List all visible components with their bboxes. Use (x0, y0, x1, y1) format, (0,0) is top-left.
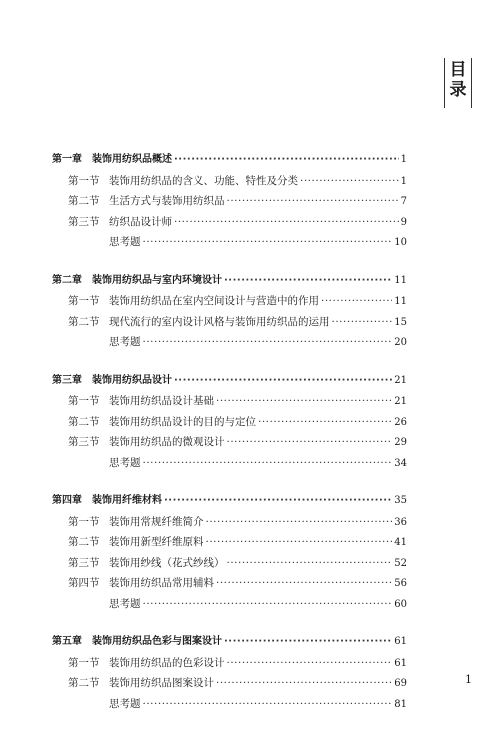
entry-label (68, 594, 141, 615)
section-entry[interactable] (52, 232, 407, 253)
leader-dots (216, 391, 392, 412)
section-number: 第一节 (68, 515, 100, 528)
entry-label (52, 491, 162, 512)
section-entry[interactable] (52, 171, 407, 192)
entry-label (68, 512, 204, 533)
page-ref: 35 (394, 495, 407, 506)
entry-label (68, 232, 141, 253)
page-ref: 7 (400, 196, 407, 207)
page-title: 目录 (449, 60, 467, 100)
chapter-block (52, 371, 407, 474)
section-entry[interactable] (52, 653, 407, 674)
page-ref: 20 (394, 337, 407, 348)
page-title-box (444, 58, 472, 108)
entry-label (68, 291, 319, 312)
chapter-title: 装饰用纺织品概述 (92, 154, 172, 165)
section-entry[interactable] (52, 432, 407, 453)
section-number: 第一节 (68, 656, 100, 669)
section-entry[interactable] (52, 312, 407, 333)
entry-label (52, 371, 172, 392)
page-ref: 1 (400, 154, 407, 165)
section-entry[interactable] (52, 532, 407, 553)
section-number: 第二节 (68, 415, 100, 428)
chapter-number: 第一章 (52, 154, 82, 165)
entry-label (68, 673, 214, 694)
section-entry[interactable] (52, 694, 407, 715)
section-number: 第二节 (68, 315, 100, 328)
leader-dots (227, 653, 393, 674)
section-title: 思考题 (109, 336, 141, 348)
chapter-number: 第四章 (52, 495, 82, 506)
page-ref: 11 (394, 296, 407, 307)
page-ref: 11 (394, 274, 407, 286)
chapter-entry[interactable] (52, 371, 407, 392)
section-title: 现代流行的室内设计风格与装饰用纺织品的运用 (109, 315, 330, 328)
page-ref: 52 (394, 557, 407, 569)
chapter-block (52, 150, 407, 253)
entry-label (68, 432, 225, 453)
entry-label (68, 694, 141, 715)
chapter-number: 第五章 (52, 636, 82, 647)
section-entry[interactable] (52, 212, 407, 233)
leader-dots (143, 453, 393, 474)
section-number: 第二节 (68, 677, 100, 689)
section-title: 装饰用常规纤维简介 (109, 515, 204, 528)
chapter-title: 装饰用纺织品色彩与图案设计 (92, 636, 222, 647)
leader-dots (300, 171, 399, 192)
section-entry[interactable] (52, 573, 407, 594)
section-title: 装饰用纺织品的含义、功能、特性及分类 (109, 174, 298, 187)
section-entry[interactable] (52, 191, 407, 212)
section-number: 第二节 (68, 536, 100, 548)
page-ref: 60 (394, 598, 407, 610)
page-ref: 15 (394, 316, 407, 328)
entry-label (68, 573, 214, 594)
leader-dots (321, 291, 392, 312)
section-number: 第二节 (68, 195, 100, 207)
page-ref: 61 (394, 657, 407, 669)
chapter-entry[interactable] (52, 632, 407, 653)
section-entry[interactable] (52, 391, 407, 412)
leader-dots (206, 512, 393, 533)
section-number: 第一节 (68, 174, 100, 187)
chapter-entry[interactable] (52, 491, 407, 512)
leader-dots (164, 491, 392, 512)
page-ref: 29 (394, 437, 407, 448)
page-ref: 69 (394, 678, 407, 689)
page-ref: 1 (400, 175, 407, 187)
section-title: 装饰用纺织品的微观设计 (109, 436, 225, 448)
leader-dots (143, 232, 393, 253)
page-number: 1 (465, 673, 472, 686)
entry-label (52, 150, 172, 171)
section-number: 第一节 (68, 395, 100, 407)
section-title: 装饰用纺织品图案设计 (109, 677, 214, 689)
entry-label (68, 412, 256, 433)
section-title: 装饰用纺织品设计基础 (109, 395, 214, 407)
leader-dots (206, 532, 393, 553)
leader-dots (332, 312, 393, 333)
entry-label (68, 171, 298, 192)
leader-dots (216, 573, 392, 594)
page-ref: 21 (394, 374, 407, 386)
section-entry[interactable] (52, 673, 407, 694)
page-ref: 36 (394, 516, 407, 528)
leader-dots (227, 191, 399, 212)
section-title: 生活方式与装饰用纺织品 (109, 195, 225, 207)
entry-label (68, 532, 204, 553)
section-entry[interactable] (52, 512, 407, 533)
page-ref: 56 (394, 578, 407, 589)
page-ref: 81 (394, 698, 407, 710)
page-ref: 9 (400, 216, 407, 228)
page-ref: 41 (394, 537, 407, 548)
entry-label (68, 191, 225, 212)
section-number: 第三节 (68, 215, 100, 228)
leader-dots (227, 432, 393, 453)
section-entry[interactable] (52, 453, 407, 474)
chapter-title: 装饰用纺织品设计 (92, 374, 172, 386)
section-title: 装饰用纺织品在室内空间设计与营造中的作用 (109, 295, 319, 307)
section-title: 纺织品设计师 (109, 215, 172, 228)
page-ref: 10 (394, 237, 407, 248)
chapter-entry[interactable] (52, 150, 407, 171)
leader-dots (143, 694, 393, 715)
leader-dots (143, 332, 393, 353)
chapter-title: 装饰用纺织品与室内环境设计 (92, 274, 222, 286)
chapter-block (52, 491, 407, 614)
section-number: 第三节 (68, 556, 100, 569)
section-number: 第三节 (68, 436, 100, 448)
section-title: 装饰用纺织品常用辅料 (109, 577, 214, 589)
section-title: 装饰用新型纤维原料 (109, 536, 204, 548)
section-title: 思考题 (109, 597, 141, 610)
section-number: 第四节 (68, 577, 100, 589)
leader-dots (216, 673, 392, 694)
leader-dots (174, 150, 399, 171)
leader-dots (174, 371, 392, 392)
table-of-contents (52, 150, 407, 732)
section-entry[interactable] (52, 553, 407, 574)
leader-dots (227, 553, 393, 574)
page-ref: 34 (394, 457, 407, 469)
leader-dots (143, 594, 393, 615)
section-title: 思考题 (109, 236, 141, 248)
section-entry[interactable] (52, 332, 407, 353)
page-ref: 61 (394, 636, 407, 647)
chapter-block (52, 271, 407, 353)
entry-label (68, 391, 214, 412)
section-title: 装饰用纱线（花式纱线） (109, 556, 225, 569)
chapter-title: 装饰用纤维材料 (92, 495, 162, 506)
entry-label (68, 553, 225, 574)
chapter-number: 第三章 (52, 374, 82, 386)
entry-label (52, 271, 222, 292)
page-ref: 21 (394, 396, 407, 407)
section-title: 装饰用纺织品设计的目的与定位 (109, 415, 256, 428)
section-title: 装饰用纺织品的色彩设计 (109, 656, 225, 669)
section-number: 第一节 (68, 295, 100, 307)
entry-label (68, 453, 141, 474)
section-title: 思考题 (109, 456, 141, 469)
leader-dots (174, 212, 399, 233)
chapter-number: 第二章 (52, 274, 82, 286)
section-title: 思考题 (109, 697, 141, 710)
chapter-entry[interactable] (52, 271, 407, 292)
leader-dots (224, 271, 392, 292)
entry-label (52, 632, 222, 653)
page-ref: 26 (394, 416, 407, 428)
leader-dots (224, 632, 392, 653)
entry-label (68, 312, 330, 333)
section-entry[interactable] (52, 594, 407, 615)
entry-label (68, 653, 225, 674)
entry-label (68, 332, 141, 353)
section-entry[interactable] (52, 412, 407, 433)
leader-dots (258, 412, 392, 433)
section-entry[interactable] (52, 291, 407, 312)
entry-label (68, 212, 172, 233)
